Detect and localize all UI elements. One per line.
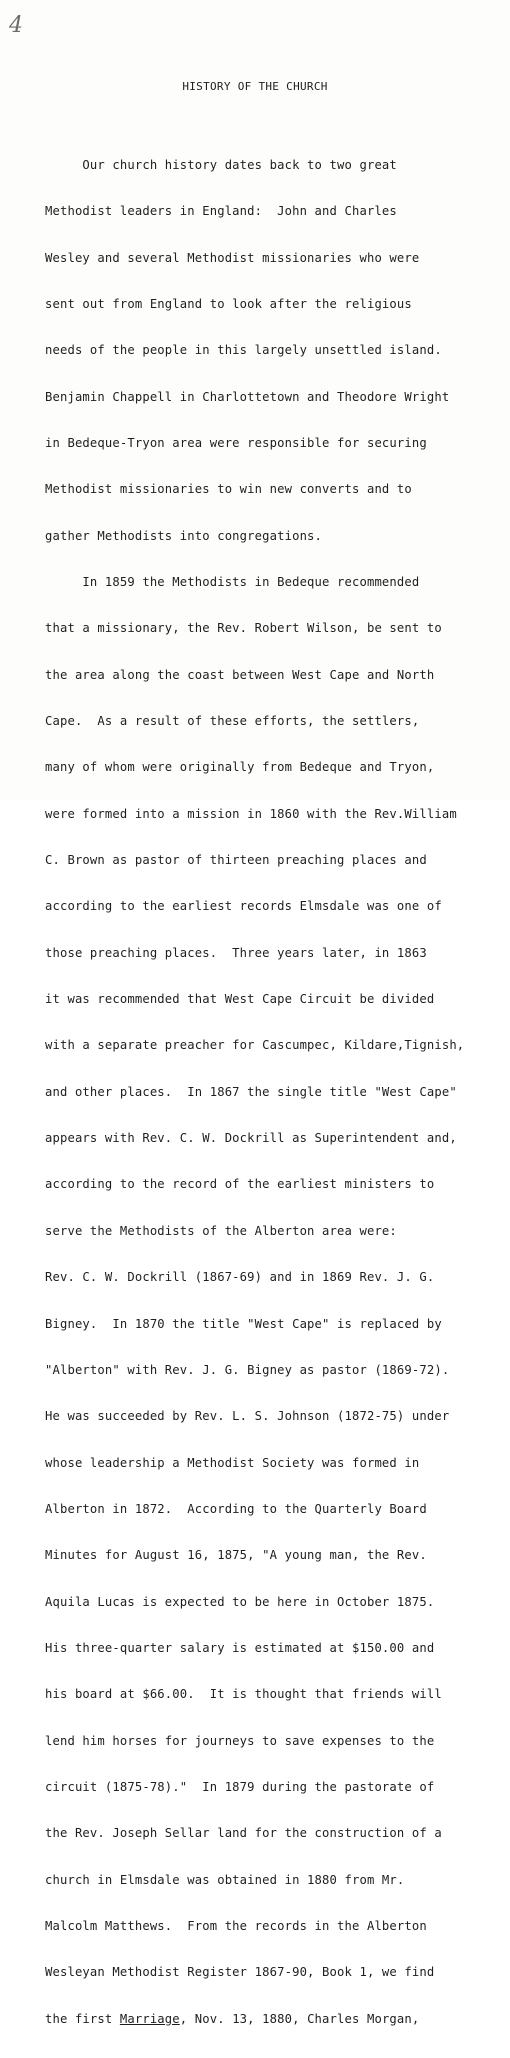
text-line: whose leadership a Methodist Society was formed in — [45, 1455, 420, 1470]
page-title: HISTORY OF THE CHURCH — [182, 80, 328, 93]
page-number: 4 — [9, 13, 23, 38]
text-line: C. Brown as pastor of thirteen preaching places and — [45, 853, 427, 868]
text-line: Wesley and several Methodist missionaries who were — [45, 250, 420, 265]
text-line: with a separate preacher for Cascumpec, Kildare,Tignish, — [45, 1038, 465, 1053]
text-line: "Alberton" with Rev. J. G. Bigney as pastor (1869-72). — [45, 1362, 450, 1377]
text-line: according to the earliest records Elmsdale was one of — [45, 899, 442, 914]
text-line: circuit (1875-78)." In 1879 during the pastorate of — [45, 1779, 435, 1794]
text-line: Cape. As a result of these efforts, the settlers, — [45, 714, 420, 729]
text-line: Bigney. In 1870 the title "West Cape" is replaced by — [45, 1316, 442, 1331]
text-line: Benjamin Chappell in Charlottetown and Theodore Wright — [45, 389, 450, 404]
text-line: He was succeeded by Rev. L. S. Johnson (1872-75) under — [45, 1409, 450, 1424]
text-line: the area along the coast between West Cape and North — [45, 667, 435, 682]
text-line: church in Elmsdale was obtained in 1880 from Mr. — [45, 1872, 405, 1887]
text-line: Minutes for August 16, 1875, "A young man, the Rev. — [45, 1548, 427, 1563]
text-line: were formed into a mission in 1860 with the Rev.William — [45, 806, 457, 821]
text-line: In 1859 the Methodists in Bedeque recommended — [45, 575, 420, 589]
text-line: appears with Rev. C. W. Dockrill as Superintendent and, — [45, 1131, 457, 1146]
text-line-last — [45, 2012, 505, 2027]
last-line-prefix: the first — [45, 2011, 120, 2026]
text-line: Methodist missionaries to win new converts and to — [45, 482, 412, 497]
text-line: sent out from England to look after the religious — [45, 296, 412, 311]
text-line: Rev. C. W. Dockrill (1867-69) and in 1869 Rev. J. G. — [45, 1270, 435, 1285]
text-line: His three-quarter salary is estimated at $150.00 and — [45, 1640, 435, 1655]
text-line: Methodist leaders in England: John and Charles — [45, 204, 397, 219]
underlined-word: Marriage — [119, 2011, 180, 2026]
text-line: in Bedeque-Tryon area were responsible for securing — [45, 435, 427, 450]
text-line: needs of the people in this largely unsettled island. — [45, 343, 442, 358]
text-line: Malcolm Matthews. From the records in the Alberton — [45, 1918, 427, 1933]
text-line: gather Methodists into congregations. — [45, 528, 323, 543]
text-line: according to the record of the earliest ministers to — [45, 1177, 435, 1192]
text-line: many of whom were originally from Bedeque and Tryon, — [45, 760, 435, 775]
text-line: serve the Methodists of the Alberton area were: — [45, 1223, 397, 1238]
text-line: Alberton in 1872. According to the Quarterly Board — [45, 1501, 427, 1516]
text-line: lend him horses for journeys to save expenses to the — [45, 1733, 435, 1748]
text-line: and other places. In 1867 the single title "West Cape" — [45, 1084, 457, 1099]
text-line: his board at $66.00. It is thought that friends will — [45, 1687, 442, 1702]
text-line: that a missionary, the Rev. Robert Wilson, be sent to — [45, 621, 442, 636]
text-line: Wesleyan Methodist Register 1867-90, Book 1, we find — [45, 1965, 435, 1980]
text-line: it was recommended that West Cape Circuit be divided — [45, 992, 435, 1007]
text-line: Our church history dates back to two great — [45, 157, 397, 172]
last-line-suffix: , Nov. 13, 1880, Charles Morgan, — [179, 2011, 420, 2026]
text-line: the Rev. Joseph Sellar land for the construction of a — [45, 1826, 442, 1841]
text-line: Aquila Lucas is expected to be here in October 1875. — [45, 1594, 435, 1609]
text-line: those preaching places. Three years later, in 1863 — [45, 945, 427, 960]
body-text — [45, 127, 505, 2058]
